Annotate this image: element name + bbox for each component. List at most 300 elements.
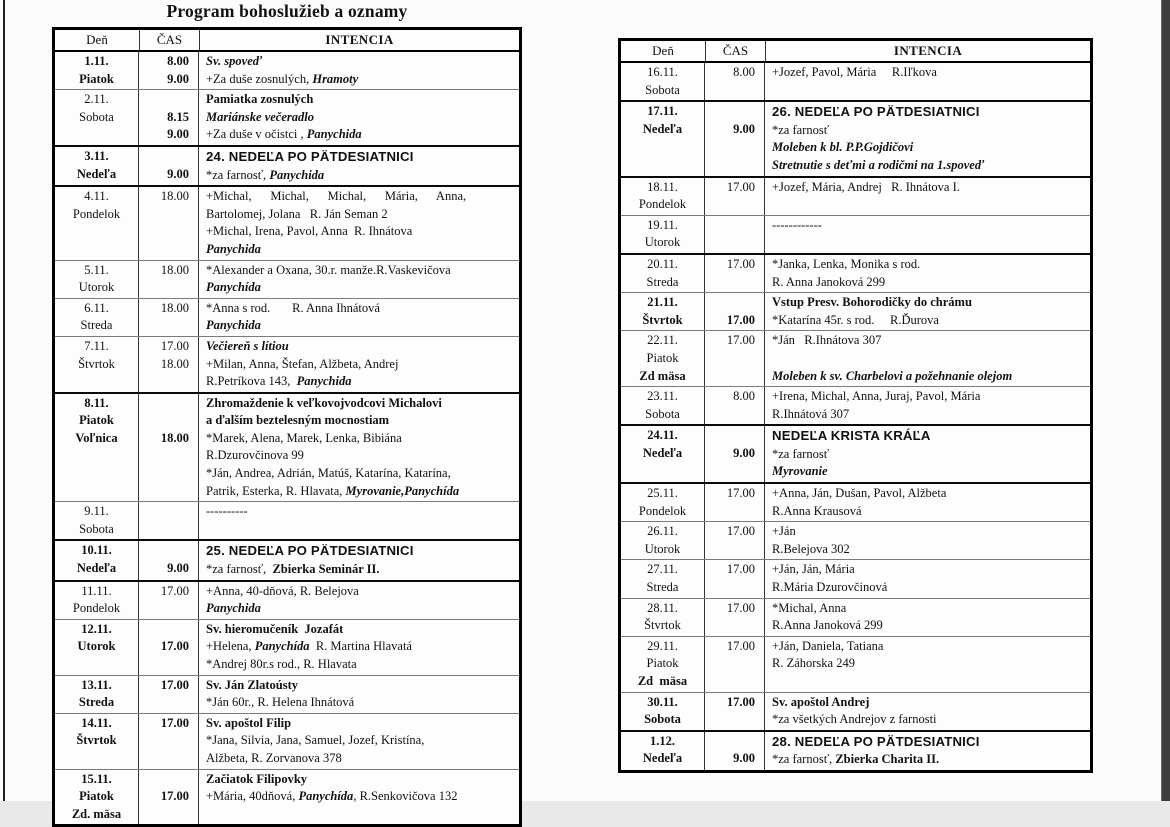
intention-line xyxy=(772,541,1086,559)
day-line: Utorok xyxy=(78,280,115,295)
day-line: 16.11. xyxy=(647,65,678,79)
intention-line xyxy=(206,395,515,413)
day-line: 1.12. xyxy=(650,733,675,748)
day-line: Štvrtok xyxy=(642,312,683,327)
day-line: Sobota xyxy=(645,406,680,421)
time-line xyxy=(141,395,189,413)
table-row xyxy=(55,147,519,187)
intention-line xyxy=(772,388,1086,406)
day-cell xyxy=(621,560,705,597)
intention-line xyxy=(206,521,515,539)
intention-line xyxy=(206,788,515,806)
table-row xyxy=(621,293,1090,331)
intention-cell xyxy=(765,560,1090,597)
day-line: Piatok xyxy=(646,656,679,671)
text-segment: Moleben k bl. P.P.Gojdičovi xyxy=(772,140,914,155)
day-line: Piatok xyxy=(79,71,114,86)
day-cell xyxy=(621,426,705,482)
time-line: 8.00 xyxy=(733,65,755,79)
day-line: 21.11. xyxy=(647,295,678,310)
text-segment: *Ján, Andrea, Adrián, Matúš, Katarína, Katarína, xyxy=(206,466,451,481)
day-cell xyxy=(55,714,139,769)
page-title: Program bohoslužieb a oznamy xyxy=(166,1,408,21)
day-line: 7.11. xyxy=(84,338,109,353)
day-line: Nedeľa xyxy=(76,561,117,576)
intention-line xyxy=(206,109,515,127)
text-segment: Zbierka Seminár II. xyxy=(272,562,380,577)
time-cell xyxy=(139,714,199,769)
text-segment: Alžbeta, R. Zorvanova 378 xyxy=(206,750,342,765)
text-segment: *Ján R.Ihnátova 307 xyxy=(772,333,882,348)
text-segment: ------------ xyxy=(772,217,822,232)
text-segment: Moleben k sv. Charbelovi a požehnanie olejom xyxy=(772,368,1013,383)
day-line: Zd mäsa xyxy=(639,368,686,383)
day-cell xyxy=(621,293,705,330)
text-segment: *Anna s rod. R. Anna Ihnátová xyxy=(206,300,380,315)
day-cell xyxy=(621,216,705,253)
time-line: 8.15 xyxy=(167,109,189,124)
day-line: 13.11. xyxy=(81,677,112,692)
day-line: Pondelok xyxy=(638,503,687,518)
text-segment: R. Anna Janoková 299 xyxy=(772,274,886,289)
day-line: Utorok xyxy=(77,639,116,654)
intention-line xyxy=(206,483,515,501)
text-segment: *Michal, Anna xyxy=(772,600,847,615)
text-segment: NEDEĽA KRISTA KRÁĽA xyxy=(772,428,931,444)
intention-line xyxy=(206,356,515,374)
day-cell xyxy=(621,599,705,636)
intention-line xyxy=(206,465,515,483)
day-line: Piatok xyxy=(646,350,679,365)
text-segment: +Mária, 40dňová, xyxy=(206,789,299,804)
time-line xyxy=(141,771,189,789)
time-line: 17.00 xyxy=(726,600,755,615)
text-segment: +Jozef, Pavol, Mária R.Iľkova xyxy=(772,65,937,79)
table-row xyxy=(621,255,1090,293)
time-cell xyxy=(705,484,765,521)
table-body xyxy=(621,63,1090,770)
text-segment: *za farnosť, xyxy=(206,167,270,182)
day-cell xyxy=(55,187,139,259)
time-line: 18.00 xyxy=(160,189,189,204)
time-line: 17.00 xyxy=(726,524,755,539)
day-cell xyxy=(621,484,705,521)
intention-line xyxy=(206,317,515,335)
intention-line xyxy=(772,350,1086,368)
day-cell xyxy=(621,637,705,692)
time-line: 9.00 xyxy=(733,121,755,136)
column-header-time: ČAS xyxy=(140,30,200,50)
text-segment: ---------- xyxy=(206,504,248,519)
time-cell xyxy=(705,426,765,482)
text-segment: 28. NEDEĽA PO PÄTDESIATNICI xyxy=(772,733,980,749)
intention-line xyxy=(772,638,1086,656)
intention-line xyxy=(206,262,515,280)
day-line: 11.11. xyxy=(81,583,112,598)
day-line: 29.11. xyxy=(647,638,678,653)
intention-cell xyxy=(765,426,1090,482)
intention-line xyxy=(206,600,515,618)
intention-line xyxy=(772,711,1086,729)
intention-line xyxy=(206,583,515,601)
text-segment: R.Anna Janoková 299 xyxy=(772,618,883,633)
text-segment: Myrovanie xyxy=(772,464,828,479)
intention-line xyxy=(772,733,1086,752)
day-cell xyxy=(55,147,139,185)
column-header-time: ČAS xyxy=(706,41,766,61)
intention-line xyxy=(772,617,1086,635)
day-line: Pondelok xyxy=(72,601,121,616)
table-row xyxy=(55,394,519,503)
time-line xyxy=(707,427,755,445)
day-cell xyxy=(55,394,139,502)
day-line: 22.11. xyxy=(647,333,678,348)
time-cell xyxy=(139,299,199,336)
text-segment: Panychida xyxy=(206,318,261,333)
text-segment: Panychida xyxy=(296,374,352,389)
time-cell xyxy=(139,52,199,89)
time-cell xyxy=(705,255,765,292)
intention-line xyxy=(772,463,1086,481)
text-segment: 25. NEDEĽA PO PÄTDESIATNICI xyxy=(206,543,414,559)
time-line: 18.00 xyxy=(160,430,189,445)
intention-cell xyxy=(199,337,519,392)
column-header-day: Deň xyxy=(55,30,140,50)
time-cell xyxy=(705,102,765,175)
day-line: 25.11. xyxy=(647,486,678,501)
day-cell xyxy=(621,522,705,559)
table-row xyxy=(621,522,1090,560)
intention-cell xyxy=(765,255,1090,292)
intention-line xyxy=(206,542,515,561)
text-segment: Vstup Presv. Bohorodičky do chrámu xyxy=(772,295,972,310)
text-segment: *Janka, Lenka, Monika s rod. xyxy=(772,256,921,271)
day-line: Sobota xyxy=(645,82,680,97)
day-line: Zd. mäsa xyxy=(71,806,122,821)
day-line: 3.11. xyxy=(84,148,109,163)
table-header xyxy=(55,30,519,52)
text-segment: +Helena, xyxy=(206,639,255,654)
day-line: Nedeľa xyxy=(642,751,683,766)
day-cell xyxy=(55,299,139,336)
intention-line xyxy=(206,71,515,89)
table-row xyxy=(55,337,519,394)
day-cell xyxy=(621,178,705,215)
time-line: 9.00 xyxy=(167,127,189,142)
text-segment: *Alexander a Oxana, 30.r. manže.R.Vaskevičova xyxy=(206,262,451,277)
day-line: Štvrtok xyxy=(76,733,117,748)
day-line: 24.11. xyxy=(647,428,678,443)
intention-cell xyxy=(765,387,1090,424)
intention-cell xyxy=(765,637,1090,692)
intention-cell xyxy=(765,331,1090,386)
intention-line xyxy=(772,139,1086,157)
day-cell xyxy=(55,770,139,825)
time-line: 17.00 xyxy=(726,256,755,271)
text-segment: Panychída xyxy=(298,789,354,804)
text-segment: Stretnutie s deťmi a rodičmi na 1.spoveď xyxy=(772,157,985,172)
intention-line xyxy=(206,53,515,71)
text-segment: *Andrej 80r.s rod., R. Hlavata xyxy=(206,657,357,671)
intention-line xyxy=(206,338,515,356)
day-line: Nedeľa xyxy=(76,166,117,181)
time-line xyxy=(707,733,755,751)
time-cell xyxy=(705,560,765,597)
time-cell xyxy=(705,63,765,100)
intention-line xyxy=(772,406,1086,424)
intention-cell xyxy=(765,216,1090,253)
time-line xyxy=(141,621,189,639)
intention-cell xyxy=(765,63,1090,100)
intention-line xyxy=(206,241,515,259)
day-line: 27.11. xyxy=(647,562,678,577)
day-line: Sobota xyxy=(644,712,681,727)
time-line: 17.00 xyxy=(726,333,755,348)
time-line xyxy=(141,148,189,166)
text-segment: R.Petríkova 143, xyxy=(206,374,297,389)
intention-line xyxy=(772,217,1086,235)
day-cell xyxy=(55,502,139,539)
time-cell xyxy=(705,216,765,253)
intention-line xyxy=(772,485,1086,503)
text-segment: +Za duše v očistci , xyxy=(206,127,307,142)
intention-line xyxy=(772,157,1086,175)
day-cell xyxy=(621,331,705,386)
time-cell xyxy=(139,582,199,619)
table-body xyxy=(55,52,519,824)
text-segment: Sv. apoštol Filip xyxy=(206,715,292,730)
text-segment: Večiereň s lítiou xyxy=(206,338,289,353)
intention-line xyxy=(772,274,1086,292)
column-header-intention: INTENCIA xyxy=(893,43,963,58)
time-line: 17.00 xyxy=(160,789,189,804)
text-segment: R.Belejova 302 xyxy=(772,541,850,556)
intention-line xyxy=(772,234,1086,252)
text-segment: Panychida xyxy=(269,167,325,182)
day-cell xyxy=(621,255,705,292)
table-row xyxy=(621,331,1090,387)
day-line: Streda xyxy=(78,695,115,710)
text-segment: *za farnosť xyxy=(772,446,830,461)
intention-line xyxy=(206,300,515,318)
text-segment: +Anna, 40-dňová, R. Belejova xyxy=(206,583,359,598)
time-line: 17.00 xyxy=(726,179,755,194)
intention-line xyxy=(206,148,515,167)
text-segment: R.Dzurovčinova 99 xyxy=(206,448,304,463)
time-line: 8.00 xyxy=(733,389,755,404)
intention-line xyxy=(772,751,1086,769)
service-schedule-table-left xyxy=(52,27,522,827)
time-line: 18.00 xyxy=(160,356,189,371)
text-segment: Panychída xyxy=(206,280,261,295)
time-cell xyxy=(139,187,199,259)
text-segment: Zbierka Charita II. xyxy=(835,752,940,767)
intention-cell xyxy=(199,582,519,619)
intention-line xyxy=(206,188,515,206)
time-line: 9.00 xyxy=(733,751,755,766)
day-cell xyxy=(55,620,139,675)
table-row xyxy=(621,63,1090,102)
intention-cell xyxy=(765,178,1090,215)
text-segment: , R.Senkovičova 132 xyxy=(353,789,458,804)
day-line: 15.11. xyxy=(81,771,112,786)
time-cell xyxy=(705,387,765,424)
day-line: 10.11. xyxy=(81,543,112,558)
intention-line xyxy=(772,600,1086,618)
day-line: 2.11. xyxy=(84,92,109,107)
table-row xyxy=(621,216,1090,255)
text-segment: 26. NEDEĽA PO PÄTDESIATNICI xyxy=(772,104,980,120)
day-line: Streda xyxy=(646,274,679,289)
text-segment: *Katarína 45r. s rod. R.Ďurova xyxy=(772,312,939,327)
day-cell xyxy=(55,261,139,298)
day-line: Nedeľa xyxy=(642,121,683,136)
day-line: 28.11. xyxy=(647,600,678,615)
text-segment: *Marek, Alena, Marek, Lenka, Bibiána xyxy=(206,430,402,445)
time-line: 9.00 xyxy=(167,561,189,576)
text-segment: Sv. apoštol Andrej xyxy=(772,694,870,709)
table-row xyxy=(55,541,519,581)
time-cell xyxy=(705,599,765,636)
intention-line xyxy=(206,412,515,430)
day-line: Štvrtok xyxy=(644,618,681,633)
text-segment: +Anna, Ján, Dušan, Pavol, Alžbeta xyxy=(772,486,947,501)
time-cell xyxy=(139,261,199,298)
intention-line xyxy=(772,82,1086,100)
table-row xyxy=(55,90,519,147)
day-line: 30.11. xyxy=(647,694,678,709)
table-row xyxy=(621,102,1090,177)
intention-line xyxy=(206,503,515,521)
text-segment: +Ján xyxy=(772,524,796,539)
intention-line xyxy=(772,64,1086,82)
text-segment: +Milan, Anna, Štefan, Alžbeta, Andrej xyxy=(206,356,399,371)
text-segment: Začiatok Filipovky xyxy=(206,771,308,786)
time-line xyxy=(141,542,189,560)
day-cell xyxy=(55,676,139,713)
table-row xyxy=(55,52,519,90)
text-segment: Panychida xyxy=(206,241,261,256)
intention-line xyxy=(206,167,515,185)
day-line: Sobota xyxy=(79,521,114,536)
table-row xyxy=(621,732,1090,770)
text-segment: *za všetkých Andrejov z farnosti xyxy=(772,712,937,727)
intention-cell xyxy=(199,502,519,539)
time-cell xyxy=(139,337,199,392)
text-segment: *Jana, Silvia, Jana, Samuel, Jozef, Kristína, xyxy=(206,733,425,748)
table-row xyxy=(55,502,519,541)
table-row xyxy=(621,426,1090,484)
text-segment: *za farnosť, xyxy=(206,562,273,577)
table-row xyxy=(621,693,1090,732)
day-line: 19.11. xyxy=(647,217,678,232)
intention-cell xyxy=(199,187,519,259)
time-line: 17.00 xyxy=(726,562,755,577)
intention-line xyxy=(772,523,1086,541)
time-cell xyxy=(705,293,765,330)
text-segment: 24. NEDEĽA PO PÄTDESIATNICI xyxy=(206,148,414,164)
day-line: 23.11. xyxy=(647,389,678,404)
time-line: 18.00 xyxy=(160,300,189,315)
intention-cell xyxy=(765,102,1090,175)
time-cell xyxy=(705,522,765,559)
day-cell xyxy=(621,102,705,175)
text-segment: +Ján, Ján, Mária xyxy=(772,562,855,577)
intention-line xyxy=(206,279,515,297)
time-line: 17.00 xyxy=(726,312,755,327)
day-line: 26.11. xyxy=(647,524,678,539)
table-row xyxy=(55,187,519,260)
time-line: 17.00 xyxy=(160,715,189,730)
intention-line xyxy=(772,179,1086,197)
day-cell xyxy=(55,541,139,579)
intention-line xyxy=(206,206,515,224)
intention-line xyxy=(772,655,1086,673)
intention-cell xyxy=(199,714,519,769)
intention-cell xyxy=(199,52,519,89)
table-row xyxy=(55,714,519,770)
intention-line xyxy=(772,122,1086,140)
day-cell xyxy=(55,52,139,89)
day-line: Štvrtok xyxy=(78,356,115,371)
text-segment: *Ján 60r., R. Helena Ihnátová xyxy=(206,695,355,710)
table-row xyxy=(55,770,519,825)
text-segment: *za farnosť xyxy=(772,122,830,137)
text-segment: R.Anna Krausová xyxy=(772,503,862,518)
intention-cell xyxy=(765,484,1090,521)
time-line: 17.00 xyxy=(160,639,189,654)
intention-line xyxy=(206,750,515,768)
intention-cell xyxy=(765,293,1090,330)
text-segment: +Jozef, Mária, Andrej R. Ihnátova I. xyxy=(772,179,960,194)
intention-line xyxy=(206,732,515,750)
intention-line xyxy=(206,91,515,109)
text-segment: +Michal, Michal, Michal, Mária, Anna, xyxy=(206,189,467,204)
time-line: 17.00 xyxy=(726,694,755,709)
intention-cell xyxy=(199,90,519,145)
intention-line xyxy=(206,223,515,241)
time-line: 18.00 xyxy=(160,262,189,277)
intention-line xyxy=(772,256,1086,274)
time-line: 17.00 xyxy=(160,583,189,598)
text-segment: Panychida xyxy=(206,601,261,616)
table-row xyxy=(621,484,1090,522)
intention-cell xyxy=(199,299,519,336)
text-segment: +Irena, Michal, Anna, Juraj, Pavol, Mária xyxy=(772,389,981,404)
service-schedule-table-right xyxy=(618,38,1093,773)
intention-line xyxy=(206,447,515,465)
text-segment: *za farnosť, xyxy=(772,752,836,767)
time-line xyxy=(141,91,189,109)
day-cell xyxy=(621,693,705,730)
day-line: Streda xyxy=(80,318,113,333)
intention-line xyxy=(206,715,515,733)
text-segment: R.Mária Dzurovčinová xyxy=(772,580,888,595)
intention-cell xyxy=(199,147,519,185)
time-line: 17.00 xyxy=(160,338,189,353)
time-cell xyxy=(705,732,765,770)
table-row xyxy=(621,637,1090,693)
intention-line xyxy=(772,694,1086,712)
time-cell xyxy=(139,502,199,539)
intention-cell xyxy=(199,676,519,713)
intention-line xyxy=(772,103,1086,122)
day-cell xyxy=(621,387,705,424)
time-cell xyxy=(139,770,199,825)
day-line: Nedeľa xyxy=(642,445,683,460)
intention-cell xyxy=(765,599,1090,636)
time-line xyxy=(707,103,755,121)
